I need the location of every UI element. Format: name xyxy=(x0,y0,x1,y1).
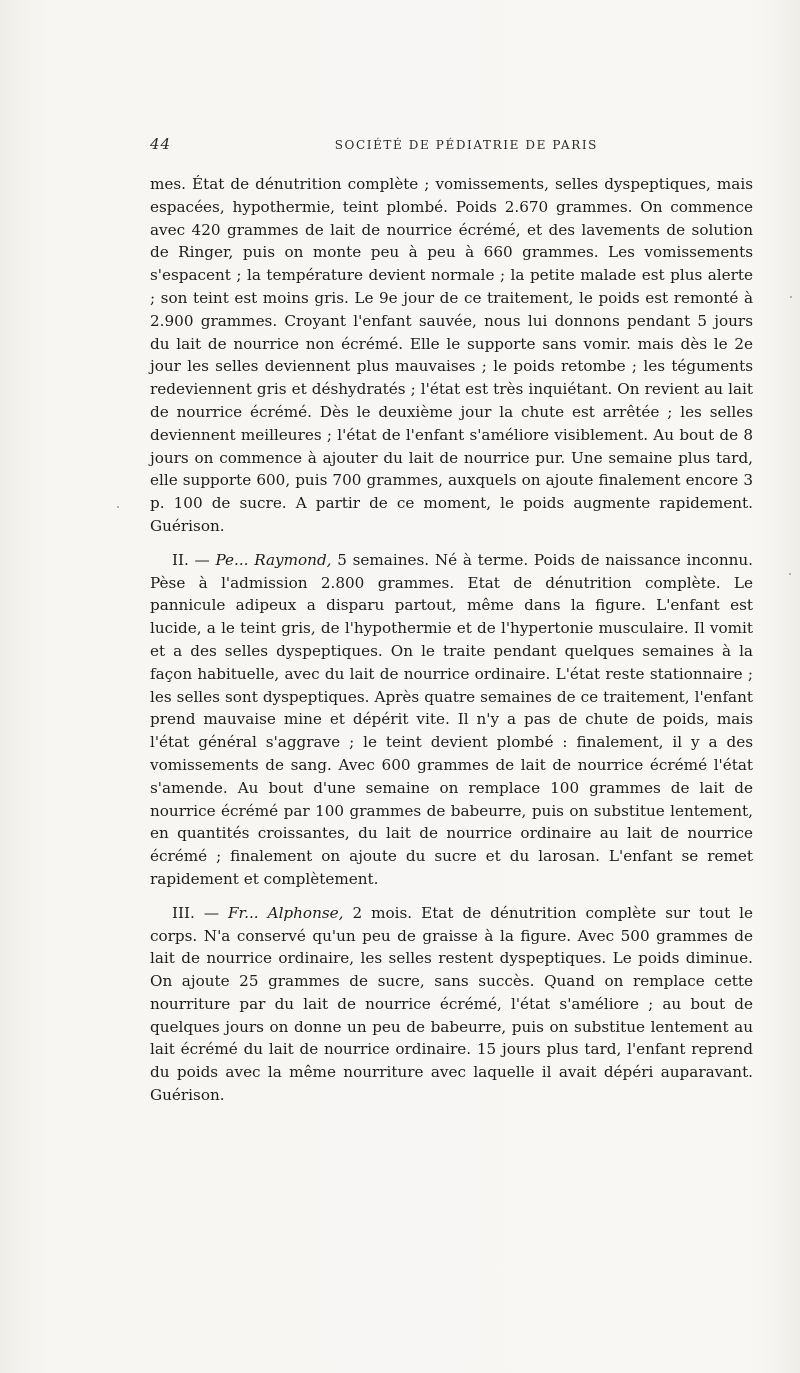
margin-speck xyxy=(790,296,792,298)
page-header xyxy=(150,135,598,159)
body-text xyxy=(150,173,753,1107)
paragraph-text: 2 mois. Etat de dénutrition complète sur tout le corps. N'a conservé qu'un peu de graisse à la figure. Avec 500 grammes de lait de nourrice ordinaire, les selles restent dyspeptiques. Le poids diminue. On ajoute 25 grammes de sucre, sans succès. Quand on remplace cette nourriture par du lait de nourrice écrémé, l'état s'améliore ; au bout de quelques jours on donne un peu de babeurre, puis on substitue lentement au lait écrémé du lait de nourrice ordinaire. 15 jours plus tard, l'enfant reprend du poids avec la même nourriture avec laquelle il avait dépéri auparavant. Guérison. xyxy=(150,903,754,1105)
paragraph-case-2 xyxy=(150,549,753,891)
margin-speck xyxy=(789,573,791,575)
running-head: SOCIÉTÉ DE PÉDIATRIE DE PARIS xyxy=(334,138,598,152)
paragraph-case-1-continued xyxy=(150,173,753,538)
case-patient-name: Fr... Alphonse, xyxy=(228,903,344,922)
case-number: II. — xyxy=(172,550,216,569)
paragraph-text: mes. État de dénutrition complète ; vomissements, selles dyspeptiques, mais espacées, hypothermie, teint plombé. Poids 2.670 grammes. On commence avec 420 grammes de lait de nourrice écrémé, et des lavements de solution de Ringer, puis on monte peu à peu à 660 grammes. Les vomissements s'espacent ; la température devient normale ; la petite malade est plus alerte ; son teint est moins gris. Le 9e jour de ce traitement, le poids est remonté à 2.900 grammes. Croyant l'enfant sauvée, nous lui donnons pendant 5 jours du lait de nourrice non écrémé. Elle le supporte sans vomir. mais dès le 2e jour les selles deviennent plus mauvaises ; le poids retombe ; les téguments redeviennent gris et déshydratés ; l'état est très inquiétant. On revient au lait de nourrice écrémé. Dès le deuxième jour la chute est arrêtée ; les selles deviennent meilleures ; l'état de l'enfant s'améliore visiblement. Au bout de 8 jours on commence à ajouter du lait de nourrice pur. Une semaine plus tard, elle supporte 600, puis 700 grammes, auxquels on ajoute finalement encore 3 p. 100 de sucre. A partir de ce moment, le poids augmente rapidement. Guérison. xyxy=(150,175,753,535)
margin-speck xyxy=(117,506,119,508)
case-patient-name: Pe... Raymond, xyxy=(215,550,332,569)
case-number: III. — xyxy=(172,903,228,922)
page-number: 44 xyxy=(150,135,172,153)
paragraph-case-3 xyxy=(150,902,753,1107)
paragraph-text: 5 semaines. Né à terme. Poids de naissance inconnu. Pèse à l'admission 2.800 grammes. Etat de dénutrition complète. Le pannicule adipeux a disparu partout, même dans la figure. L'enfant est lucide, a le teint gris, de l'hypothermie et de l'hypertonie musculaire. Il vomit et a des selles dyspeptiques. On le traite pendant quelques semaines à la façon habituelle, avec du lait de nourrice ordinaire. L'état reste stationnaire ; les selles sont dyspeptiques. Après quatre semaines de ce traitement, l'enfant prend mauvaise mine et dépérit vite. Il n'y a pas de chute de poids, mais l'état général s'aggrave ; le teint devient plombé : finalement, il y a des vomissements de sang. Avec 600 grammes de lait de nourrice écrémé l'état s'amende. Au bout d'une semaine on remplace 100 grammes de lait de nourrice écrémé par 100 grammes de babeurre, puis on substitue lentement, en quantités croissantes, du lait de nourrice ordinaire au lait de nourrice écrémé ; finalement on ajoute du sucre et du larosan. L'enfant se remet rapidement et complètement. xyxy=(150,550,753,888)
